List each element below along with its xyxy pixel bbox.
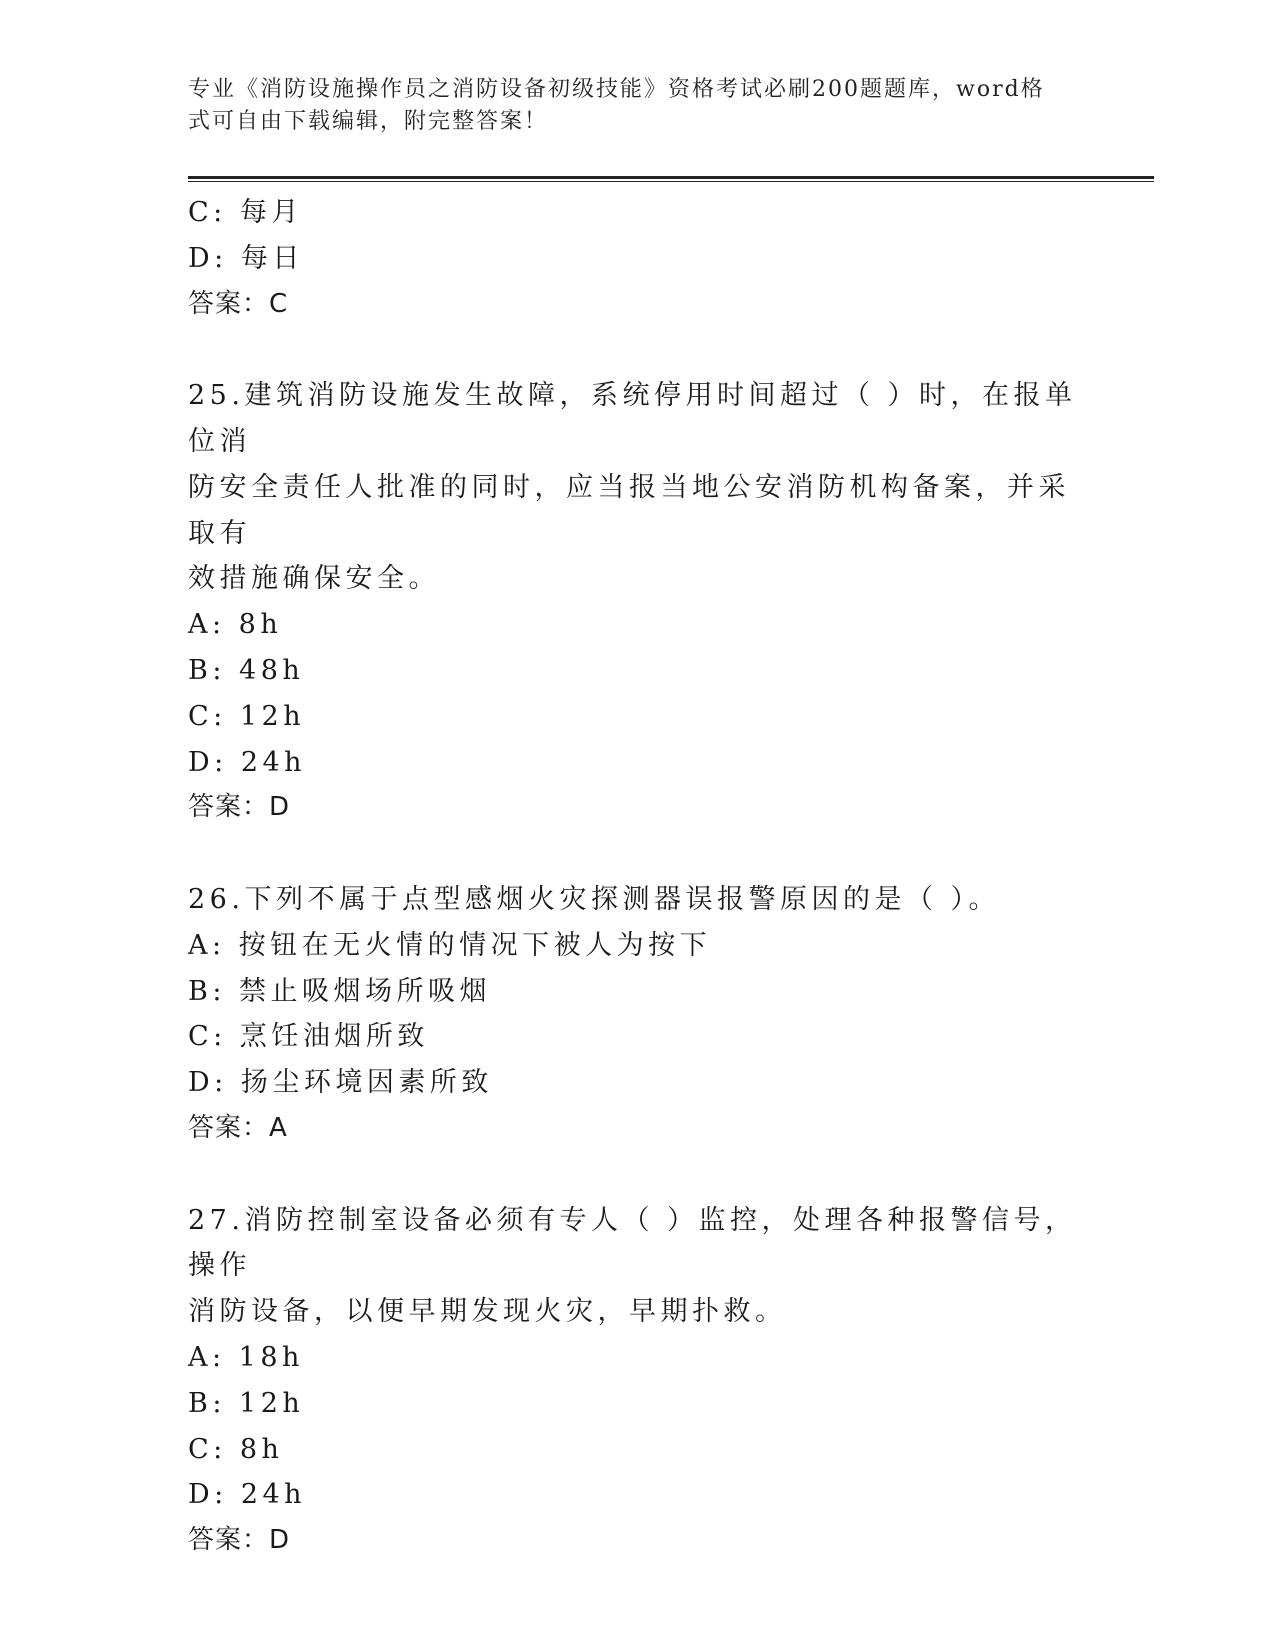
option-a: A: 18h bbox=[188, 1341, 304, 1373]
document-header bbox=[188, 74, 1068, 138]
previous-question-tail bbox=[188, 190, 1088, 327]
header-line-1: 专业《消防设施操作员之消防设备初级技能》资格考试必刷200题题库，word格 bbox=[188, 77, 1045, 102]
answer-line: 答案：D bbox=[188, 792, 291, 823]
stem-line: 26.下列不属于点型感烟火灾探测器误报警原因的是（ ）。 bbox=[188, 883, 1001, 915]
document-body bbox=[188, 190, 1088, 1564]
header-divider-thick bbox=[188, 176, 1154, 179]
option-a: A: 按钮在无火情的情况下被人为按下 bbox=[188, 929, 712, 961]
stem-line: 27.消防控制室设备必须有专人（ ）监控，处理各种报警信号，操作 bbox=[188, 1204, 1077, 1282]
question-stem bbox=[188, 1198, 1088, 1335]
question-stem bbox=[188, 373, 1088, 602]
option-d: D: 24h bbox=[188, 1479, 307, 1511]
answer-line: 答案：D bbox=[188, 1525, 291, 1556]
stem-line: 效措施确保安全。 bbox=[188, 563, 440, 595]
question-27 bbox=[188, 1198, 1088, 1564]
option-b: B: 12h bbox=[188, 1387, 305, 1419]
option-a: A: 8h bbox=[188, 609, 283, 641]
question-26 bbox=[188, 877, 1088, 1152]
answer-line: 答案：C bbox=[188, 288, 289, 319]
option-d: D: 每日 bbox=[188, 242, 304, 274]
option-b: B: 禁止吸烟场所吸烟 bbox=[188, 975, 492, 1007]
option-c: C: 烹饪油烟所致 bbox=[188, 1021, 429, 1053]
option-c: C: 8h bbox=[188, 1433, 284, 1465]
question-25 bbox=[188, 373, 1088, 831]
header-line-2: 式可自由下载编辑，附完整答案！ bbox=[188, 109, 549, 134]
answer-line: 答案：A bbox=[188, 1112, 288, 1143]
option-d: D: 扬尘环境因素所致 bbox=[188, 1067, 493, 1099]
option-c: C: 每月 bbox=[188, 197, 303, 228]
option-c: C: 12h bbox=[188, 700, 306, 732]
option-d: D: 24h bbox=[188, 746, 307, 778]
stem-line: 防安全责任人批准的同时，应当报当地公安消防机构备案，并采取有 bbox=[188, 471, 1070, 549]
header-divider-thin bbox=[188, 181, 1154, 182]
option-b: B: 48h bbox=[188, 654, 305, 686]
stem-line: 25.建筑消防设施发生故障，系统停用时间超过（ ）时，在报单位消 bbox=[188, 380, 1077, 457]
stem-line: 消防设备，以便早期发现火灾，早期扑救。 bbox=[188, 1296, 787, 1328]
question-stem bbox=[188, 877, 1088, 923]
